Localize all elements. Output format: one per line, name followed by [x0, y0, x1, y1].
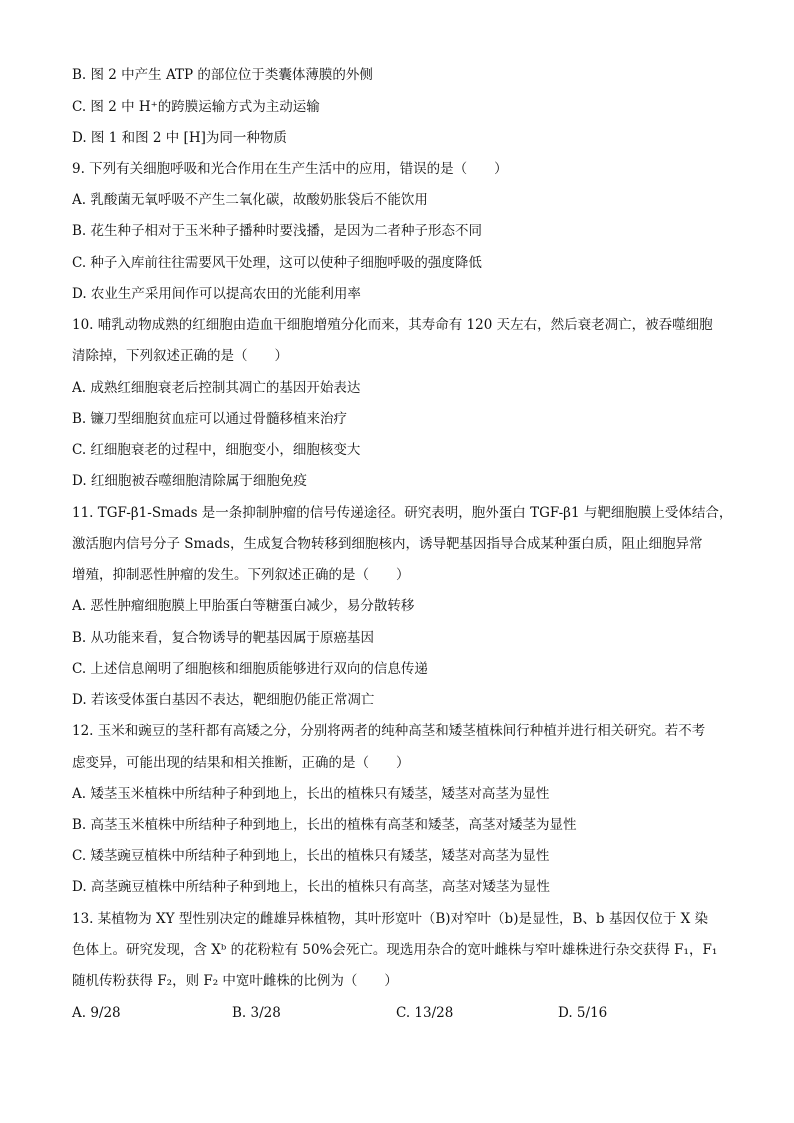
q12-stem-line1: 12. 玉米和豌豆的茎秆都有高矮之分，分别将两者的纯种高茎和矮茎植株间行种植并进行相关研究。若不考: [72, 723, 706, 739]
q10-option-a: A. 成熟红细胞衰老后控制其凋亡的基因开始表达: [72, 380, 361, 396]
q11-option-b: B. 从功能来看，复合物诱导的靶基因属于原癌基因: [72, 630, 375, 646]
q12-option-a: A. 矮茎玉米植株中所结种子种到地上，长出的植株只有矮茎，矮茎对高茎为显性: [72, 786, 550, 802]
q8-option-d: D. 图 1 和图 2 中 [H]为同一种物质: [72, 130, 287, 146]
q10-option-b: B. 镰刀型细胞贫血症可以通过骨髓移植来治疗: [72, 411, 348, 427]
q10-stem-line2: 清除掉，下列叙述正确的是（ ）: [72, 348, 288, 364]
q12-option-d: D. 高茎豌豆植株中所结种子种到地上，长出的植株只有高茎，高茎对矮茎为显性: [72, 879, 550, 895]
q13-options-row: [72, 1003, 736, 1023]
q13-stem-line3: 随机传粉获得 F₂，则 F₂ 中宽叶雌株的比例为（ ）: [72, 973, 398, 989]
q13-stem-line2: 色体上。研究发现，含 Xᵇ 的花粉粒有 50%会死亡。现选用杂合的宽叶雌株与窄叶雄株进行杂交获得 F₁，F₁: [72, 942, 718, 958]
q11-stem-line2: 激活胞内信号分子 Smads，生成复合物转移到细胞核内，诱导靶基因指导合成某种蛋白质，阻止细胞异常: [72, 536, 703, 552]
q13-option-d: D. 5/16: [558, 1005, 608, 1021]
q13-option-c: C. 13/28: [396, 1005, 454, 1021]
q10-stem-line1: 10. 哺乳动物成熟的红细胞由造血干细胞增殖分化而来，其寿命有 120 天左右，然后衰老凋亡，被吞噬细胞: [72, 317, 713, 333]
q13-option-a: A. 9/28: [72, 1005, 121, 1021]
q8-option-c: C. 图 2 中 H⁺的跨膜运输方式为主动运输: [72, 99, 320, 115]
q11-stem-line1: 11. TGF-β1-Smads 是一条抑制肿瘤的信号传递途径。研究表明，胞外蛋白 TGF-β1 与靶细胞膜上受体结合，: [72, 505, 733, 521]
q13-option-b: B. 3/28: [232, 1005, 281, 1021]
q9-stem: 9. 下列有关细胞呼吸和光合作用在生产生活中的应用，错误的是（ ）: [72, 161, 508, 177]
q9-option-d: D. 农业生产采用间作可以提高农田的光能利用率: [72, 286, 361, 302]
q10-option-d: D. 红细胞被吞噬细胞清除属于细胞免疫: [72, 473, 307, 489]
q12-stem-line2: 虑变异，可能出现的结果和相关推断，正确的是（ ）: [72, 755, 410, 771]
q10-option-c: C. 红细胞衰老的过程中，细胞变小，细胞核变大: [72, 442, 361, 458]
q12-option-b: B. 高茎玉米植株中所结种子种到地上，长出的植株有高茎和矮茎，高茎对矮茎为显性: [72, 817, 577, 833]
q11-option-c: C. 上述信息阐明了细胞核和细胞质能够进行双向的信息传递: [72, 661, 428, 677]
q11-stem-line3: 增殖，抑制恶性肿瘤的发生。下列叙述正确的是（ ）: [72, 567, 410, 583]
q13-stem-line1: 13. 某植物为 XY 型性别决定的雌雄异株植物，其叶形宽叶（B)对窄叶（b)是显性，B、b 基因仅位于 X 染: [72, 911, 709, 927]
q9-option-c: C. 种子入库前往往需要风干处理，这可以使种子细胞呼吸的强度降低: [72, 255, 482, 271]
q8-option-b: B. 图 2 中产生 ATP 的部位位于类囊体薄膜的外侧: [72, 67, 373, 83]
q12-option-c: C. 矮茎豌豆植株中所结种子种到地上，长出的植株只有矮茎，矮茎对高茎为显性: [72, 848, 550, 864]
q11-option-d: D. 若该受体蛋白基因不表达，靶细胞仍能正常凋亡: [72, 692, 375, 708]
q11-option-a: A. 恶性肿瘤细胞膜上甲胎蛋白等糖蛋白减少，易分散转移: [72, 598, 415, 614]
q9-option-b: B. 花生种子相对于玉米种子播种时要浅播，是因为二者种子形态不同: [72, 223, 483, 239]
q9-option-a: A. 乳酸菌无氧呼吸不产生二氧化碳，故酸奶胀袋后不能饮用: [72, 192, 428, 208]
